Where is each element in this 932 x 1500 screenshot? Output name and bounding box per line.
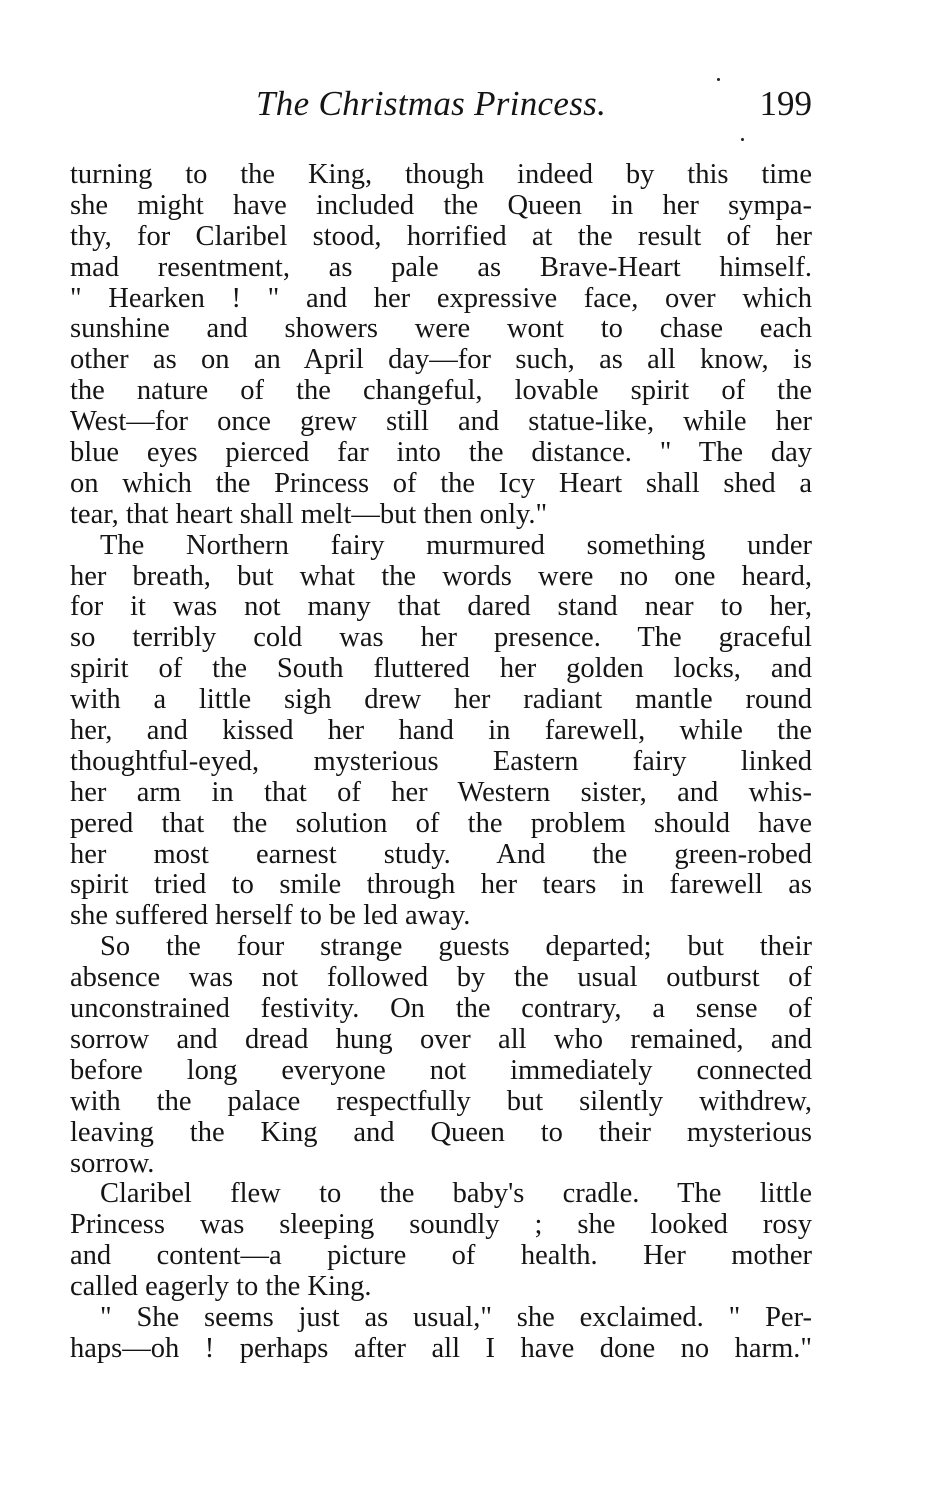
text-line: absence was not followed by the usual outburst of — [70, 962, 812, 994]
text-line: thoughtful-eyed, mysterious Eastern fairy linked — [70, 745, 812, 777]
running-title: The Christmas Princess. — [256, 84, 607, 123]
text-line: " Hearken ! " and her expressive face, over which — [70, 282, 812, 314]
text-line: turning to the King, though indeed by this time — [70, 159, 812, 190]
text-line: her most earnest study. And the green-robed — [70, 838, 812, 870]
text-line: her arm in that of her Western sister, and whis- — [70, 776, 812, 808]
text-line: leaving the King and Queen to their mysterious — [70, 1116, 812, 1148]
text-line: with a little sigh drew her radiant mantle round — [70, 684, 812, 716]
text-line: for it was not many that dared stand near to her, — [70, 591, 812, 623]
text-line: sorrow. — [70, 1147, 155, 1179]
paragraph — [70, 1303, 812, 1365]
text-line: Claribel flew to the baby's cradle. The little — [100, 1178, 812, 1210]
text-line: her breath, but what the words were no one heard, — [70, 560, 812, 592]
text-line: other as on an April day—for such, as all know, is — [70, 344, 812, 376]
text-line: called eagerly to the King. — [70, 1271, 372, 1303]
speck — [741, 138, 744, 141]
text-line: tear, that heart shall melt—but then only." — [70, 498, 548, 530]
text-line: and content—a picture of health. Her mother — [70, 1240, 812, 1272]
text-line: So the four strange guests departed; but their — [100, 931, 812, 963]
text-line: her, and kissed her hand in farewell, while the — [70, 715, 812, 747]
text-line: unconstrained festivity. On the contrary, a sense of — [70, 993, 812, 1025]
text-line: sunshine and showers were wont to chase each — [70, 313, 812, 345]
text-line: pered that the solution of the problem should have — [70, 807, 812, 839]
page-number: 199 — [759, 84, 812, 123]
text-line: with the palace respectfully but silently withdrew, — [70, 1085, 812, 1117]
text-line: mad resentment, as pale as Brave-Heart himself. — [70, 251, 812, 283]
text-line: so terribly cold was her presence. The graceful — [70, 622, 812, 654]
text-line: thy, for Claribel stood, horrified at the result of her — [70, 220, 812, 252]
text-line: West—for once grew still and statue-like, while her — [70, 406, 812, 438]
text-line: the nature of the changeful, lovable spirit of the — [70, 375, 812, 407]
text-line: haps—oh ! perhaps after all I have done no harm." — [70, 1332, 812, 1364]
paragraph — [70, 160, 812, 531]
page-header — [70, 84, 812, 130]
text-line: Princess was sleeping soundly ; she looked rosy — [70, 1209, 812, 1241]
speck — [717, 78, 720, 81]
text-line: she might have included the Queen in her sympa- — [70, 189, 812, 221]
text-line: spirit tried to smile through her tears in farewell as — [70, 869, 812, 901]
paragraph — [70, 1179, 812, 1303]
text-line: " She seems just as usual," she exclaimed. " Per- — [100, 1301, 812, 1333]
body-text — [70, 160, 812, 1365]
paragraph — [70, 531, 812, 933]
text-line: she suffered herself to be led away. — [70, 900, 471, 932]
text-line: before long everyone not immediately connected — [70, 1054, 812, 1086]
text-line: sorrow and dread hung over all who remained, and — [70, 1023, 812, 1055]
text-line: spirit of the South fluttered her golden locks, and — [70, 653, 812, 685]
text-line: The Northern fairy murmured something under — [100, 529, 812, 561]
paragraph — [70, 932, 812, 1179]
text-line: on which the Princess of the Icy Heart shall shed a — [70, 467, 812, 499]
text-line: blue eyes pierced far into the distance. " The day — [70, 437, 812, 469]
